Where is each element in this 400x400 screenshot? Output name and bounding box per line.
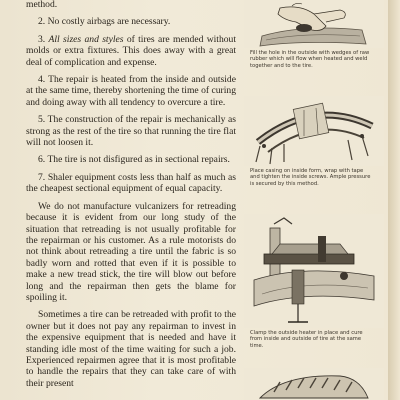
clamp-heater-illustration	[244, 214, 384, 328]
item-number: 7.	[38, 171, 46, 183]
item-text: The tire is not disfigured as in sectional repairs.	[47, 154, 230, 166]
numbered-item-5	[26, 114, 236, 148]
numbered-item-6	[26, 154, 236, 165]
item-number: 6.	[38, 154, 46, 166]
numbered-item-3	[26, 34, 236, 68]
item-text: of tires are mended without molds or extra fixtures. This does away with a great deal of complication and expense.	[26, 33, 237, 68]
hand-pressing-rubber-illustration	[244, 0, 384, 48]
text-top-fragment: method.	[26, 0, 58, 10]
item-number: 5.	[38, 114, 46, 126]
item-text: The repair is heated from the inside and outside at the same time, thereby shortening the time of curing and doing away with all tendency to overcure a tire.	[26, 74, 236, 108]
body-paragraph-1: We do not manufacture vulcanizers for retreading because it is evident from our long study of the situation that retreading is not usually profitable for the repairman or his customer. As a rule motorists do not think about retreading a tire until the fabric is so badly worn and rotted that even if it is possible to make a new tread stick, the tire will blow out before long and the repairman then gets the blame for spoiling it.	[26, 200, 236, 303]
casing-on-form-illustration	[244, 96, 384, 166]
item-number: 2.	[38, 16, 46, 28]
page-edge	[388, 0, 400, 400]
item-number: 4.	[38, 74, 46, 86]
caption-3: Clamp the outside heater in place and cure from inside and outside of tire at the same time.	[250, 330, 363, 349]
tire-tread-illustration	[244, 368, 384, 400]
item-text: Shaler equipment costs less than half as much as the cheapest sectional equipment of equal capacity.	[26, 171, 236, 195]
item-number: 3.	[38, 33, 46, 45]
numbered-item-2	[26, 16, 236, 27]
numbered-item-7	[26, 172, 236, 195]
text-column	[26, 0, 236, 395]
item-text: No costly airbags are necessary.	[47, 16, 171, 28]
caption-1: Fill the hole in the outside with wedges of raw rubber which will flow when heated and weld together and to the tire.	[250, 50, 370, 69]
caption-2: Place casing on inside form, wrap with tape and tighten the inside screws. Ample pressure is secured by this method.	[250, 168, 371, 187]
item-text: The construction of the repair is mechanically as strong as the rest of the tire so that running the tire flat will not loosen it.	[26, 114, 236, 149]
numbered-item-4	[26, 74, 236, 108]
body-paragraph-2: Sometimes a tire can be retreaded with profit to the owner but it does not pay any repairman to invest in the expensive equipment that is needed and have it standing idle most of the time waiting for such a job. Experienced repairmen agree that it is most profitable to handle the repairs that they can take care of with their present	[26, 309, 236, 389]
item-italic: All sizes and styles	[48, 33, 124, 45]
